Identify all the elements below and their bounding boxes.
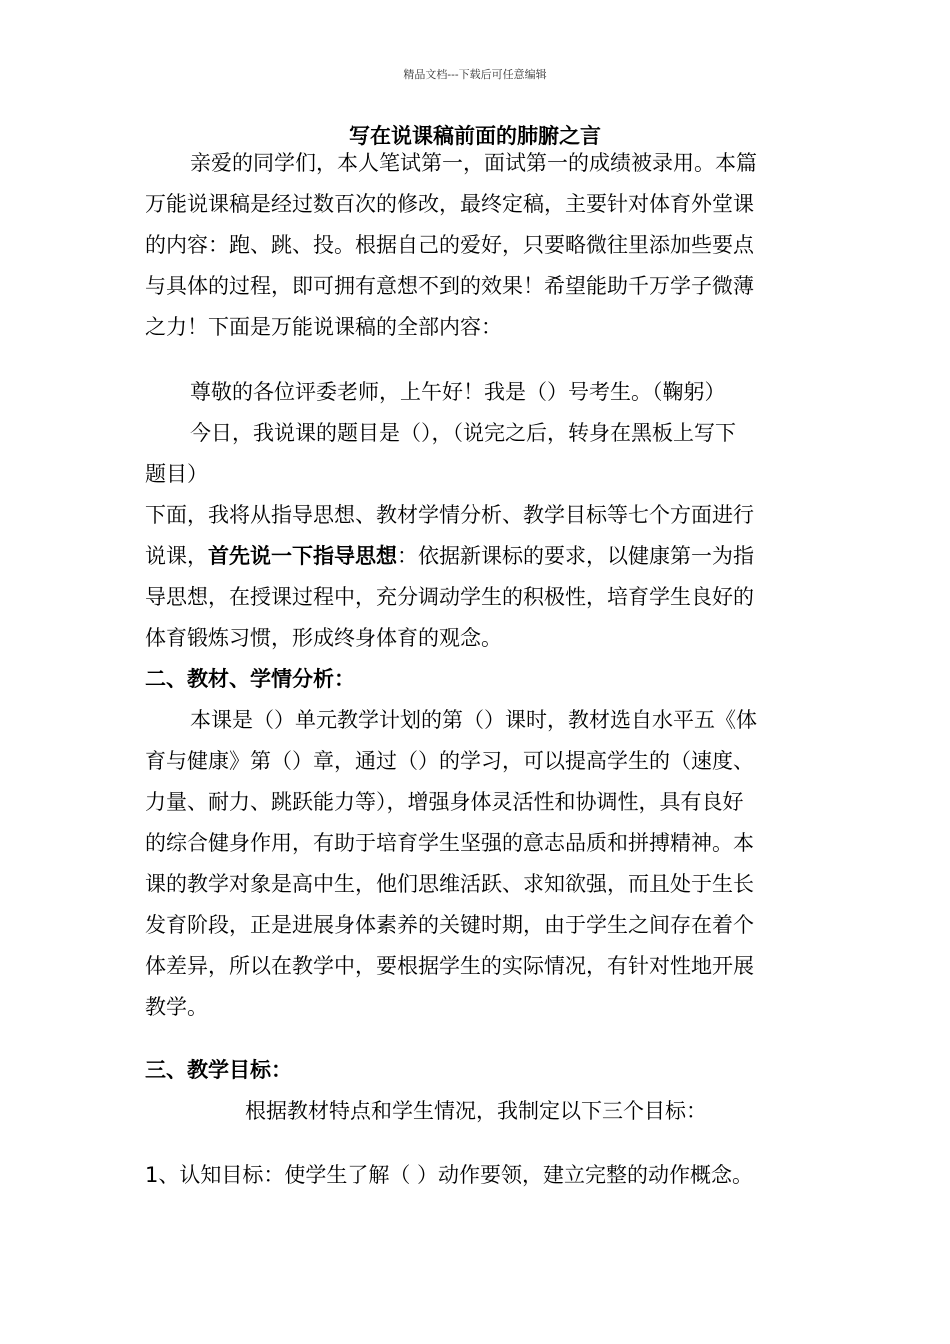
guide-line: 导思想，在授课过程中，充分调动学生的积极性，培育学生良好的	[145, 585, 754, 609]
intro-line: 的内容：跑、跳、投。根据自己的爱好，只要略微往里添加些要点	[145, 233, 754, 257]
section-heading-3: 三、教学目标：	[145, 1058, 292, 1082]
section2-line: 教学。	[145, 995, 208, 1019]
greeting-line: 尊敬的各位评委老师，上午好！我是（）号考生。（鞠躬）	[190, 380, 726, 404]
guide-line: 体育锻炼习惯，形成终身体育的观念。	[145, 626, 502, 650]
document-title: 写在说课稿前面的肺腑之言	[349, 124, 601, 148]
guide-bold-phrase: 首先说一下指导思想	[208, 544, 397, 568]
topic-line: 题目）	[145, 462, 208, 486]
objective-item-1: 1、认知目标：使学生了解（ ）动作要领，建立完整的动作概念。	[145, 1163, 754, 1187]
page-header: 精品文档---下载后可任意编辑	[403, 68, 547, 81]
intro-line: 万能说课稿是经过数百次的修改，最终定稿，主要针对体育外堂课	[145, 192, 754, 216]
section2-line: 体差异，所以在教学中，要根据学生的实际情况，有针对性地开展	[145, 954, 754, 978]
guide-line-suffix: ：依据新课标的要求，以健康第一为指	[397, 544, 754, 568]
section3-intro: 根据教材特点和学生情况，我制定以下三个目标：	[245, 1099, 707, 1123]
section-heading-2: 二、教材、学情分析：	[145, 667, 355, 691]
intro-line: 之力！下面是万能说课稿的全部内容：	[145, 315, 502, 339]
guide-line-prefix: 说课，	[145, 544, 208, 568]
section2-line: 育与健康》第（）章，通过（）的学习，可以提高学生的（速度、	[145, 749, 754, 773]
section2-line: 本课是（）单元教学计划的第（）课时，教材选自水平五《体	[190, 708, 757, 732]
section2-line: 的综合健身作用，有助于培育学生坚强的意志品质和拼搏精神。本	[145, 831, 754, 855]
section2-line: 发育阶段，正是进展身体素养的关键时期，由于学生之间存在着个	[145, 913, 754, 937]
topic-line: 今日，我说课的题目是（），（说完之后，转身在黑板上写下	[190, 421, 736, 445]
guide-line	[145, 541, 754, 571]
section2-line: 课的教学对象是高中生，他们思维活跃、求知欲强，而且处于生长	[145, 872, 754, 896]
intro-line: 与具体的过程，即可拥有意想不到的效果！希望能助千万学子微薄	[145, 274, 754, 298]
section2-line: 力量、耐力、跳跃能力等），增强身体灵活性和协调性，具有良好	[145, 790, 744, 814]
guide-line: 下面，我将从指导思想、教材学情分析、教学目标等七个方面进行	[145, 503, 754, 527]
intro-line: 亲爱的同学们，本人笔试第一，面试第一的成绩被录用。本篇	[190, 151, 757, 175]
